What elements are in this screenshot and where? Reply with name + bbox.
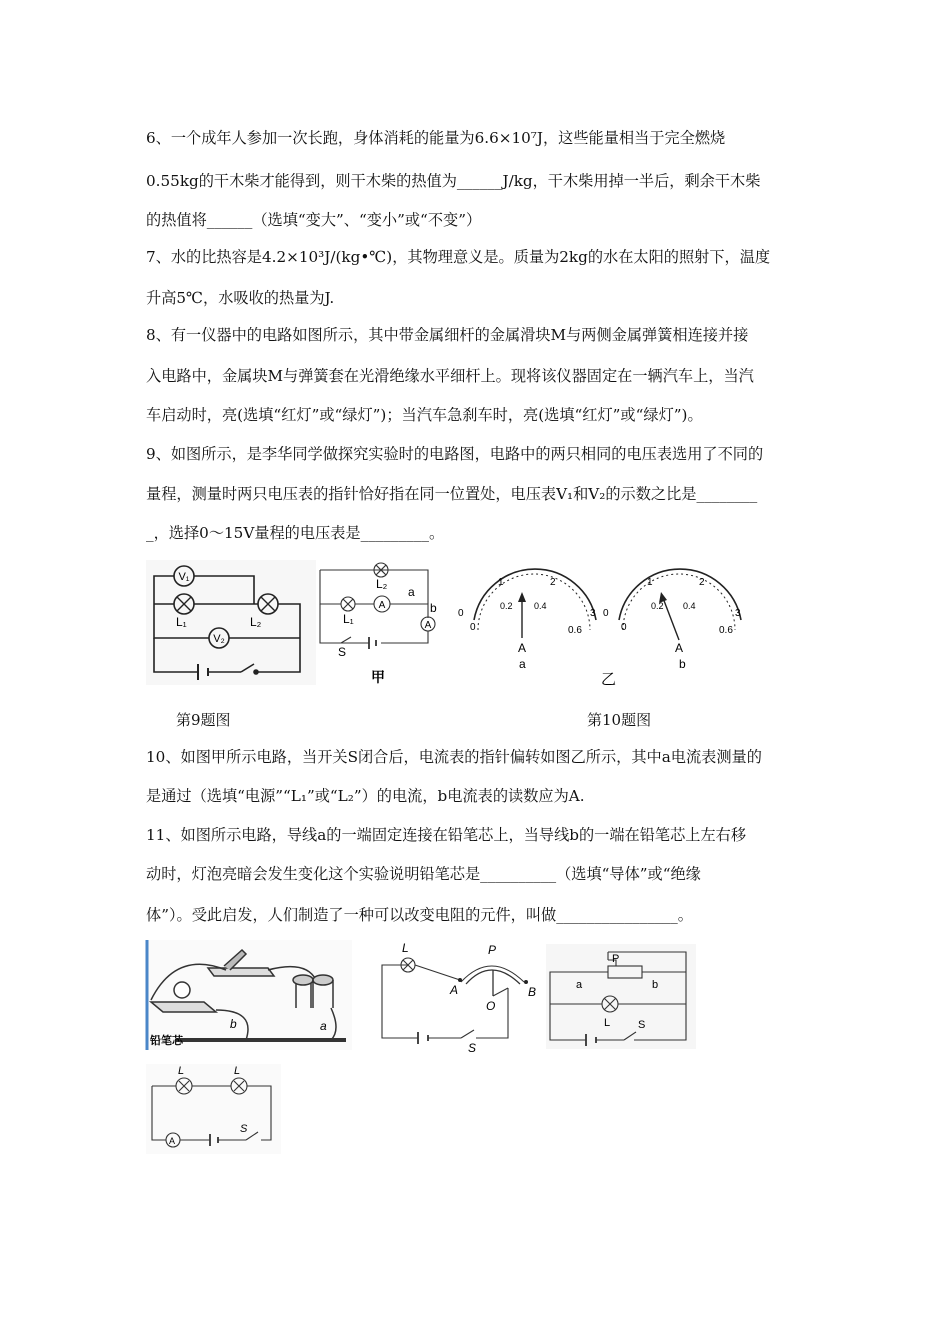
fig13-circuit (546, 944, 696, 1049)
meter-a-label: a (519, 657, 526, 671)
fig10-ammeter-b: A (424, 620, 432, 631)
fig14-l2: L (234, 1065, 241, 1077)
fig13-p: P (612, 953, 620, 965)
fig12-b: B (528, 985, 537, 999)
q9-line-2: 量程，测量时两只电压表的指针恰好指在同一位置处，电压表V₁和V₂的示数之比是________ (146, 485, 758, 503)
meter-a-zero-top: 0 (458, 608, 464, 619)
meter-b-zero-bot: 0 (621, 622, 627, 633)
meter-b-tick-04: 0.4 (683, 601, 696, 611)
meter-a (456, 560, 601, 685)
q6-line-2: 0.55kg的干木柴才能得到，则干木柴的热值为______J/kg，干木柴用掉一半后，剩余干木柴 (146, 172, 761, 190)
q8-line-2: 入电路中，金属块M与弹簧套在光滑绝缘水平细杆上。现将该仪器固定在一辆汽车上，当汽 (146, 367, 754, 385)
fig14-ammeter: A (169, 1136, 176, 1146)
meter-a-tick-1: 1 (498, 577, 504, 588)
q6-line-1: 6、一个成年人参加一次长跑，身体消耗的能量为6.6×10⁷J，这些能量相当于完全燃烧 (146, 129, 726, 147)
meter-b-tick-1: 1 (647, 577, 653, 588)
meter-b-tick-2: 2 (699, 577, 705, 588)
meter-b-zero-top: 0 (603, 608, 609, 619)
fig13-a: a (576, 979, 583, 991)
fig13-b: b (652, 979, 659, 991)
meter-a-unit: A (518, 641, 527, 655)
fig12-rheostat-circuit (376, 940, 541, 1055)
fig14-s: S (240, 1123, 248, 1135)
q9-line-3: _，选择0～15V量程的电压表是_________。 (146, 524, 445, 542)
q11-line-1: 11、如图所示电路，导线a的一端固定连接在铅笔芯上，当导线b的一端在铅笔芯上左右移 (146, 826, 747, 844)
meter-b-three: 3 (735, 608, 741, 619)
meter-a-tick-02: 0.2 (500, 601, 513, 611)
fig10-l1: L₁ (343, 612, 354, 626)
meter-b-six: 0.6 (719, 625, 733, 636)
meter-b-label: b (679, 657, 686, 671)
q11-line-3: 体”）。受此启发，人们制造了一种可以改变电阻的元件，叫做________________。 (146, 906, 693, 924)
fig10-yi: 乙 (601, 671, 617, 688)
meter-a-tick-2: 2 (550, 577, 556, 588)
fig9-v2: V₂ (213, 633, 225, 645)
q8-line-1: 8、有一仪器中的电路如图所示，其中带金属细杆的金属滑块M与两侧金属弹簧相连接并接 (146, 326, 749, 344)
meter-b (601, 560, 746, 688)
fig10-ammeter-a: A (378, 600, 386, 611)
fig9-l1: L₁ (176, 615, 187, 629)
fig9-caption: 第9题图 (176, 711, 231, 729)
q11-line-2: 动时，灯泡亮暗会发生变化这个实验说明铅笔芯是__________（选填“导体”或“绝缘 (146, 865, 701, 883)
fig12-a: A (450, 983, 459, 997)
fig9-v1: V₁ (178, 571, 190, 583)
fig11-pencil-experiment (146, 940, 352, 1050)
fig14-l1: L (178, 1065, 185, 1077)
fig9-circuit (146, 560, 316, 685)
fig11-a: a (320, 1019, 327, 1033)
fig10-jia: 甲 (371, 669, 385, 685)
q10-line-2: 是通过（选填“电源”“L₁”或“L₂”）的电流，b电流表的读数应为A. (146, 787, 585, 805)
q7-line-1: 7、水的比热容是4.2×10³J/(kg•℃)，其物理意义是。质量为2kg的水在太阳的照射下，温度 (146, 248, 771, 266)
meter-b-unit: A (675, 641, 684, 655)
meter-a-three: 3 (590, 608, 596, 619)
q6-line-3: 的热值将______（选填“变大”、“变小”或“不变”） (146, 211, 482, 229)
fig10-circuit-jia (316, 560, 456, 685)
fig9-l2: L₂ (250, 615, 262, 629)
fig10-a-label: a (408, 585, 415, 599)
fig12-l: L (402, 941, 409, 955)
q10-line-1: 10、如图甲所示电路，当开关S闭合后，电流表的指针偏转如图乙所示，其中a电流表测量的 (146, 748, 762, 766)
fig10-b-label: b (430, 601, 437, 615)
fig13-l: L (604, 1017, 611, 1029)
meter-a-six: 0.6 (568, 625, 582, 636)
fig12-o: O (486, 999, 496, 1013)
meter-a-zero-bot: 0 (470, 622, 476, 633)
q8-line-3: 车启动时，亮(选填“红灯”或“绿灯”)；当汽车急刹车时，亮(选填“红灯”或“绿灯”)。 (146, 406, 703, 424)
fig10-caption: 第10题图 (587, 711, 652, 729)
meter-a-tick-04: 0.4 (534, 601, 547, 611)
fig14-series-circuit (146, 1064, 281, 1154)
fig11-pencil-label: 铅笔芯 (150, 1035, 183, 1047)
meter-b-tick-02: 0.2 (651, 601, 664, 611)
fig12-p: P (488, 943, 497, 957)
fig10-s: S (338, 645, 347, 659)
q7-line-2: 升高5℃，水吸收的热量为J. (146, 289, 335, 307)
fig10-l2: L₂ (376, 577, 388, 591)
fig11-b: b (230, 1017, 237, 1031)
q9-line-1: 9、如图所示，是李华同学做探究实验时的电路图，电路中的两只相同的电压表选用了不同的 (146, 445, 764, 463)
fig12-s: S (468, 1041, 477, 1055)
fig13-s: S (638, 1019, 646, 1031)
